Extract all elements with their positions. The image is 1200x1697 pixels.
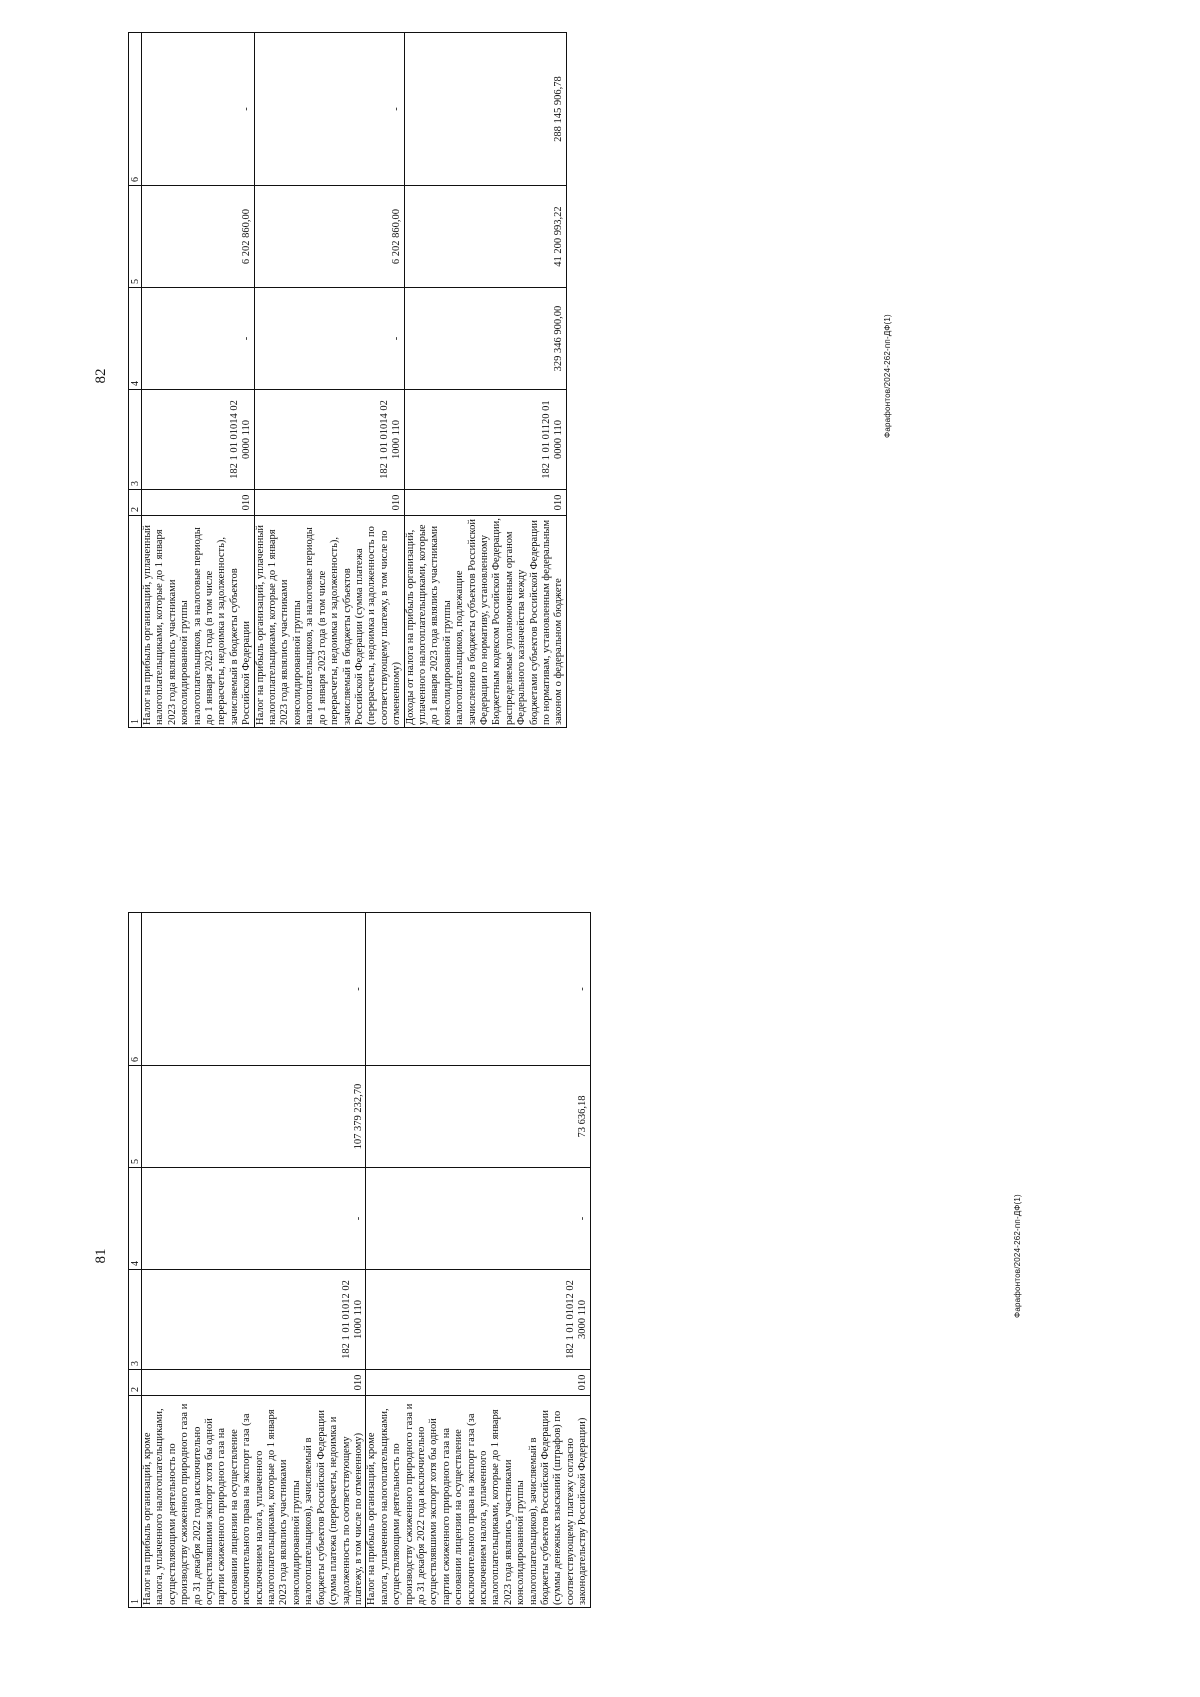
page-number: 81 (93, 1248, 109, 1264)
column-header: 1 (129, 1396, 142, 1608)
table-header-row (129, 913, 142, 1608)
amount-cell-col6: - (254, 33, 404, 186)
amount-cell-col5: 6 202 860,00 (142, 186, 255, 288)
amount-cell-col4: - (254, 288, 404, 390)
line-code-cell: 010 (254, 490, 404, 516)
table-row (254, 33, 404, 728)
amount-cell-col5: 6 202 860,00 (254, 186, 404, 288)
line-code-cell: 010 (142, 490, 255, 516)
budget-classification-code-cell: 182 1 01 01012 02 1000 110 (142, 1270, 366, 1370)
table-row (142, 33, 255, 728)
budget-classification-code-cell: 182 1 01 01120 01 0000 110 (404, 390, 566, 490)
income-name-cell: Налог на прибыль организаций, уплаченный налогоплательщиками, которые до 1 января 2023 года являлись участниками консолидированной группы налогоплательщиков, за налоговые периоды до 1 января 2023 года (в том числе перерасчеты, недоимка и задолженность), зачисляемый в бюджеты субъектов Российской Федерации (142, 516, 255, 728)
page-81 (92, 904, 1022, 1608)
table-row (366, 913, 590, 1608)
amount-cell-col4: 329 346 900,00 (404, 288, 566, 390)
column-header: 6 (129, 33, 142, 186)
income-name-cell: Доходы от налога на прибыль организаций, уплаченного налогоплательщиками, которые до 1 января 2023 года являлись участниками консолидированной группы налогоплательщиков, подлежащие зачислению в бюджеты субъектов Российской Федерации по нормативу, установленному Бюджетным кодексом Российской Федерации, распределяемые уполномоченным органом Федерального казначейства между бюджетами субъектов Российской Федерации по нормативам, установленным федеральным законом о федеральном бюджете (404, 516, 566, 728)
income-name-cell: Налог на прибыль организаций, уплаченный налогоплательщиками, которые до 1 января 2023 года являлись участниками консолидированной группы налогоплательщиков, за налоговые периоды до 1 января 2023 года (в том числе перерасчеты, недоимка и задолженность), зачисляемый в бюджеты субъектов Российской Федерации (сумма платежа (перерасчеты, недоимка и задолженность по соответствующему платежу, в том числе по отмененному) (254, 516, 404, 728)
table-header-row (129, 33, 142, 728)
line-code-cell: 010 (366, 1370, 590, 1396)
document-footer-code: Фарафонтов/2024-262-пп-ДФ(1) (1013, 1194, 1022, 1318)
amount-cell-col5: 41 200 993,22 (404, 186, 566, 288)
amount-cell-col4: - (142, 1168, 366, 1270)
column-header: 2 (129, 1370, 142, 1396)
column-header: 6 (129, 913, 142, 1066)
column-header: 5 (129, 186, 142, 288)
budget-classification-code-cell: 182 1 01 01012 02 3000 110 (366, 1270, 590, 1370)
table-row (142, 913, 366, 1608)
revenue-table (128, 32, 567, 728)
amount-cell-col5: 107 379 232,70 (142, 1066, 366, 1168)
column-header: 2 (129, 490, 142, 516)
budget-classification-code-cell: 182 1 01 01014 02 0000 110 (142, 390, 255, 490)
line-code-cell: 010 (142, 1370, 366, 1396)
page-number: 82 (93, 368, 109, 384)
income-name-cell: Налог на прибыль организаций, кроме налога, уплаченного налогоплательщиками, осуществляющими деятельность по производству сжиженного природного газа и до 31 декабря 2022 года исключительно осуществлявшими экспорт хотя бы одной партии сжиженного природного газа на основании лицензии на осуществление исключительного права на экспорт газа (за исключением налога, уплаченного налогоплательщиками, которые до 1 января 2023 года являлись участниками консолидированной группы налогоплательщиков), зачисляемый в бюджеты субъектов Российской Федерации (суммы денежных взысканий (штрафов) по соответствующему платежу согласно законодательству Российской Федерации) (366, 1396, 590, 1608)
column-header: 3 (129, 390, 142, 490)
amount-cell-col6: - (142, 913, 366, 1066)
column-header: 1 (129, 516, 142, 728)
document-footer-code: Фарафонтов/2024-262-пп-ДФ(1) (883, 314, 892, 438)
line-code-cell: 010 (404, 490, 566, 516)
table-row (404, 33, 566, 728)
budget-classification-code-cell: 182 1 01 01014 02 1000 110 (254, 390, 404, 490)
amount-cell-col5: 73 636,18 (366, 1066, 590, 1168)
column-header: 5 (129, 1066, 142, 1168)
revenue-table (128, 912, 591, 1608)
page-82 (92, 24, 892, 728)
amount-cell-col6: 288 145 906,78 (404, 33, 566, 186)
amount-cell-col6: - (366, 913, 590, 1066)
amount-cell-col4: - (142, 288, 255, 390)
amount-cell-col4: - (366, 1168, 590, 1270)
amount-cell-col6: - (142, 33, 255, 186)
income-name-cell: Налог на прибыль организаций, кроме налога, уплаченного налогоплательщиками, осуществляющими деятельность по производству сжиженного природного газа и до 31 декабря 2022 года исключительно осуществлявшими экспорт хотя бы одной партии сжиженного природного газа на основании лицензии на осуществление исключительного права на экспорт газа (за исключением налога, уплаченного налогоплательщиками, которые до 1 января 2023 года являлись участниками консолидированной группы налогоплательщиков), зачисляемый в бюджеты субъектов Российской Федерации (сумма платежа (перерасчеты, недоимка и задолженность по соответствующему платежу, в том числе по отмененному) (142, 1396, 366, 1608)
column-header: 4 (129, 288, 142, 390)
column-header: 4 (129, 1168, 142, 1270)
column-header: 3 (129, 1270, 142, 1370)
